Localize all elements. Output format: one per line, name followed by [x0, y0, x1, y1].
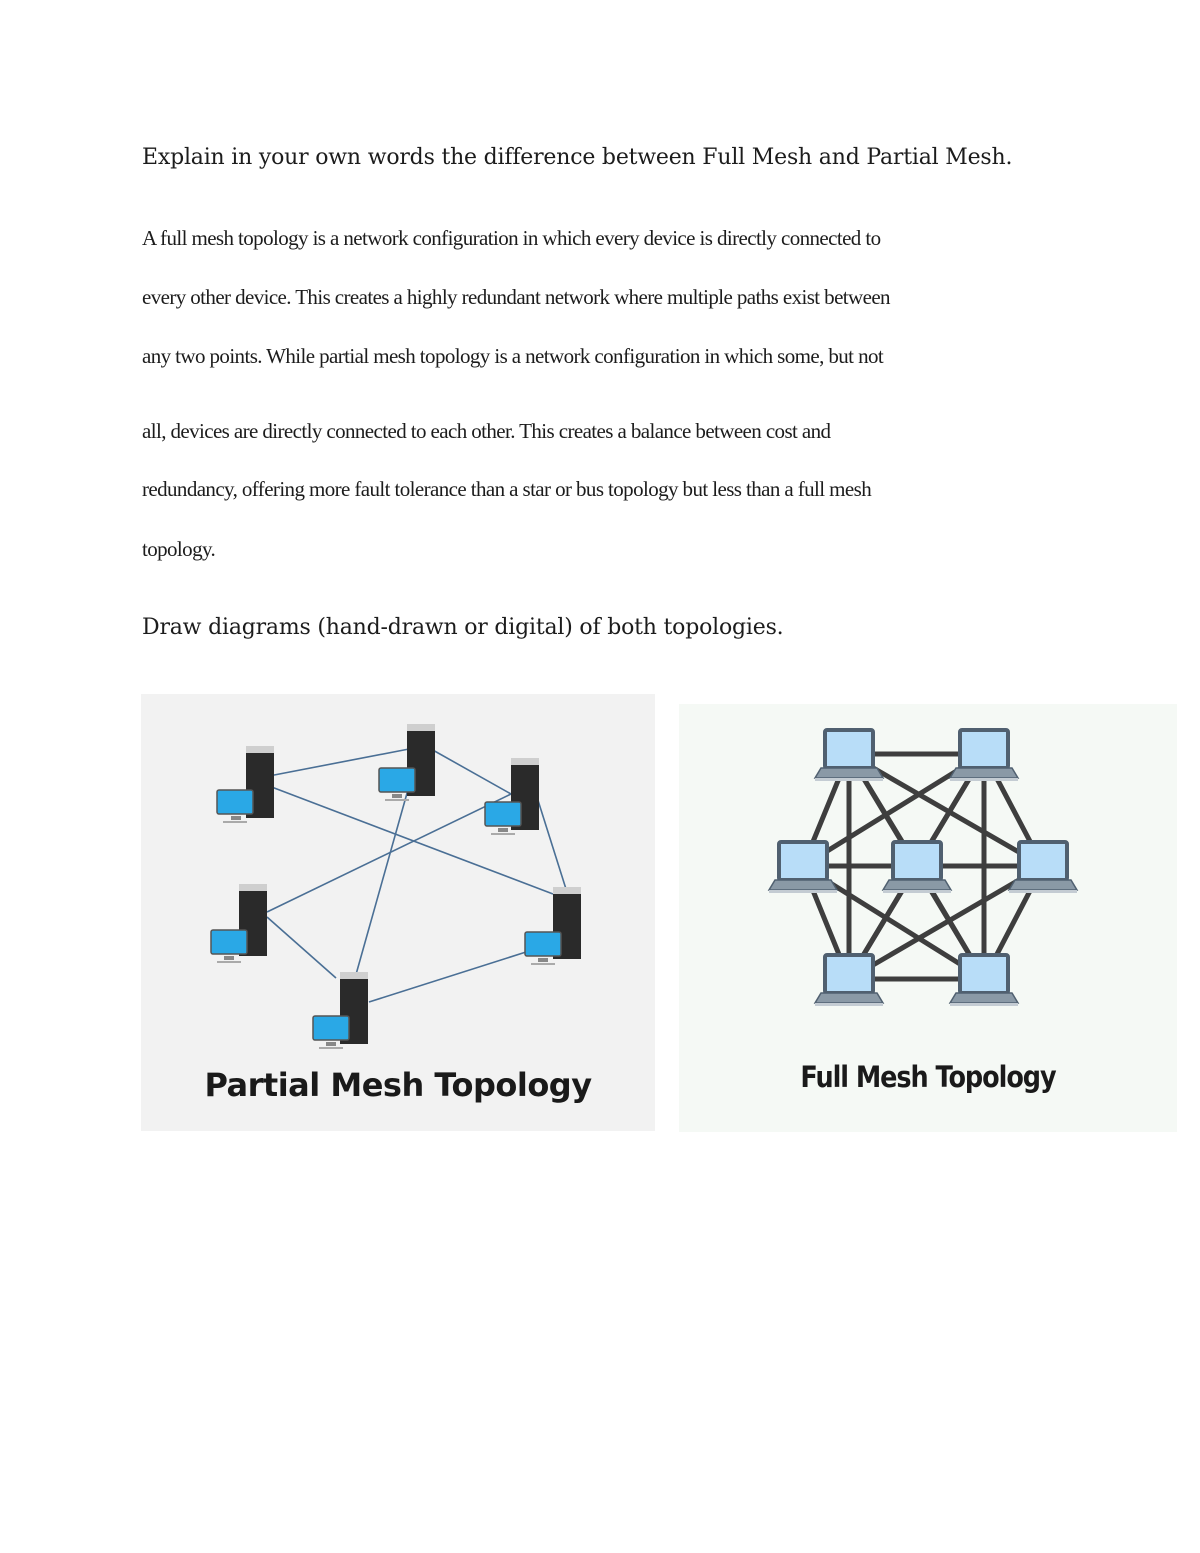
laptop-icon: [883, 842, 951, 893]
mesh-link: [355, 779, 411, 978]
monitor-icon: [313, 1016, 349, 1040]
question-heading-1: Explain in your own words the difference between Full Mesh and Partial Mesh.: [142, 145, 1013, 170]
answer-line: any two points. While partial mesh topology is a network configuration in which some, but not: [142, 344, 884, 368]
question-heading-2: Draw diagrams (hand-drawn or digital) of both topologies.: [142, 615, 784, 640]
node-f: [313, 972, 368, 1049]
answer-line: A full mesh topology is a network configuration in which every device is directly connected to: [142, 226, 881, 250]
answer-line: topology.: [142, 537, 216, 561]
mesh-link: [267, 794, 511, 912]
laptop-icon: [1009, 842, 1077, 893]
laptop-icon: [769, 842, 837, 893]
laptop-icon: [815, 730, 883, 781]
laptop-icon: [950, 730, 1018, 781]
full-mesh-diagram: [679, 704, 1177, 1132]
node-d: [211, 884, 267, 963]
node-b: [379, 724, 435, 801]
answer-line: every other device. This creates a highly redundant network where multiple paths exist between: [142, 285, 890, 309]
answer-line: all, devices are directly connected to each other. This creates a balance between cost and: [142, 419, 831, 443]
mesh-link: [536, 794, 566, 889]
node-a: [217, 746, 274, 823]
answer-line: redundancy, offering more fault tolerance than a star or bus topology but less than a full mesh: [142, 477, 872, 501]
partial-mesh-diagram: [141, 694, 655, 1131]
mesh-link: [431, 749, 511, 794]
node-e: [525, 887, 581, 965]
laptop-icon: [815, 955, 883, 1006]
laptop-icon: [950, 955, 1018, 1006]
mesh-link: [369, 952, 526, 1002]
partial-mesh-caption: Partial Mesh Topology: [204, 1066, 592, 1104]
mesh-link: [267, 917, 336, 978]
monitor-icon: [217, 790, 253, 814]
full-mesh-caption: Full Mesh Topology: [800, 1060, 1056, 1094]
monitor-icon: [525, 932, 561, 956]
monitor-icon: [379, 768, 415, 792]
node-c: [485, 758, 539, 835]
monitor-icon: [211, 930, 247, 954]
monitor-icon: [485, 802, 521, 826]
